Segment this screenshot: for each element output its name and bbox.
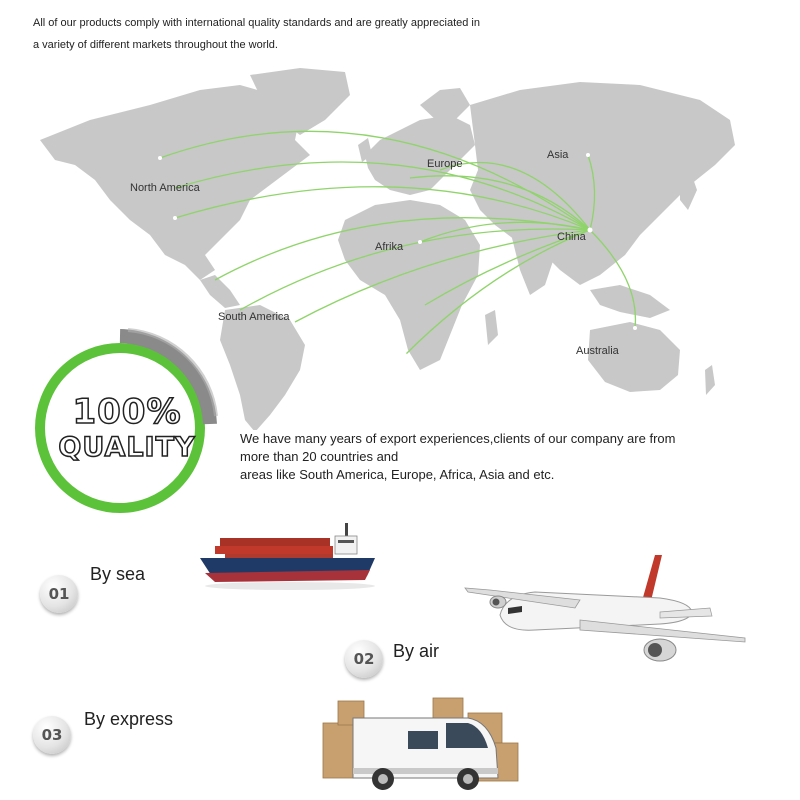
south-america-shape	[220, 305, 305, 430]
new-zealand-shape	[705, 365, 715, 395]
export-line-2: more than 20 countries and	[240, 449, 399, 464]
method-by-sea: By sea	[90, 564, 146, 584]
airplane-icon	[460, 550, 750, 675]
cargo-ship-icon	[195, 518, 385, 593]
export-line-3: areas like South America, Europe, Africa, Asia and etc.	[240, 467, 555, 482]
scandinavia-shape	[420, 88, 470, 122]
madagascar-shape	[485, 310, 498, 345]
quality-word: QUALITY	[58, 432, 196, 463]
label-china: China	[557, 231, 586, 243]
badge-01: 01	[40, 575, 78, 613]
method-by-air: By air	[393, 641, 440, 661]
intro-line-1: All of our products comply with international quality standards and are greatly appreciated in	[33, 17, 480, 29]
label-north-america: North America	[130, 182, 200, 194]
label-south-america: South America	[218, 311, 290, 323]
quality-percent: 100%	[72, 392, 182, 432]
export-description	[240, 430, 720, 484]
badge-02: 02	[345, 640, 383, 678]
australia-shape	[588, 322, 680, 392]
central-america-shape	[200, 275, 240, 308]
label-australia: Australia	[576, 345, 619, 357]
delivery-van-icon	[318, 693, 528, 793]
label-afrika: Afrika	[375, 241, 404, 253]
intro-line-2: a variety of different markets throughout the world.	[33, 39, 278, 51]
quality-badge	[30, 328, 220, 518]
export-line-1: We have many years of export experiences,clients of our company are from	[240, 431, 676, 446]
asia-shape	[470, 82, 735, 285]
badge-03: 03	[33, 716, 71, 754]
label-europe: Europe	[427, 158, 463, 170]
intro-text	[33, 12, 553, 56]
label-asia: Asia	[547, 149, 569, 161]
europe-shape	[365, 115, 475, 195]
method-by-express: By express	[84, 709, 174, 729]
africa-shape	[338, 200, 480, 370]
